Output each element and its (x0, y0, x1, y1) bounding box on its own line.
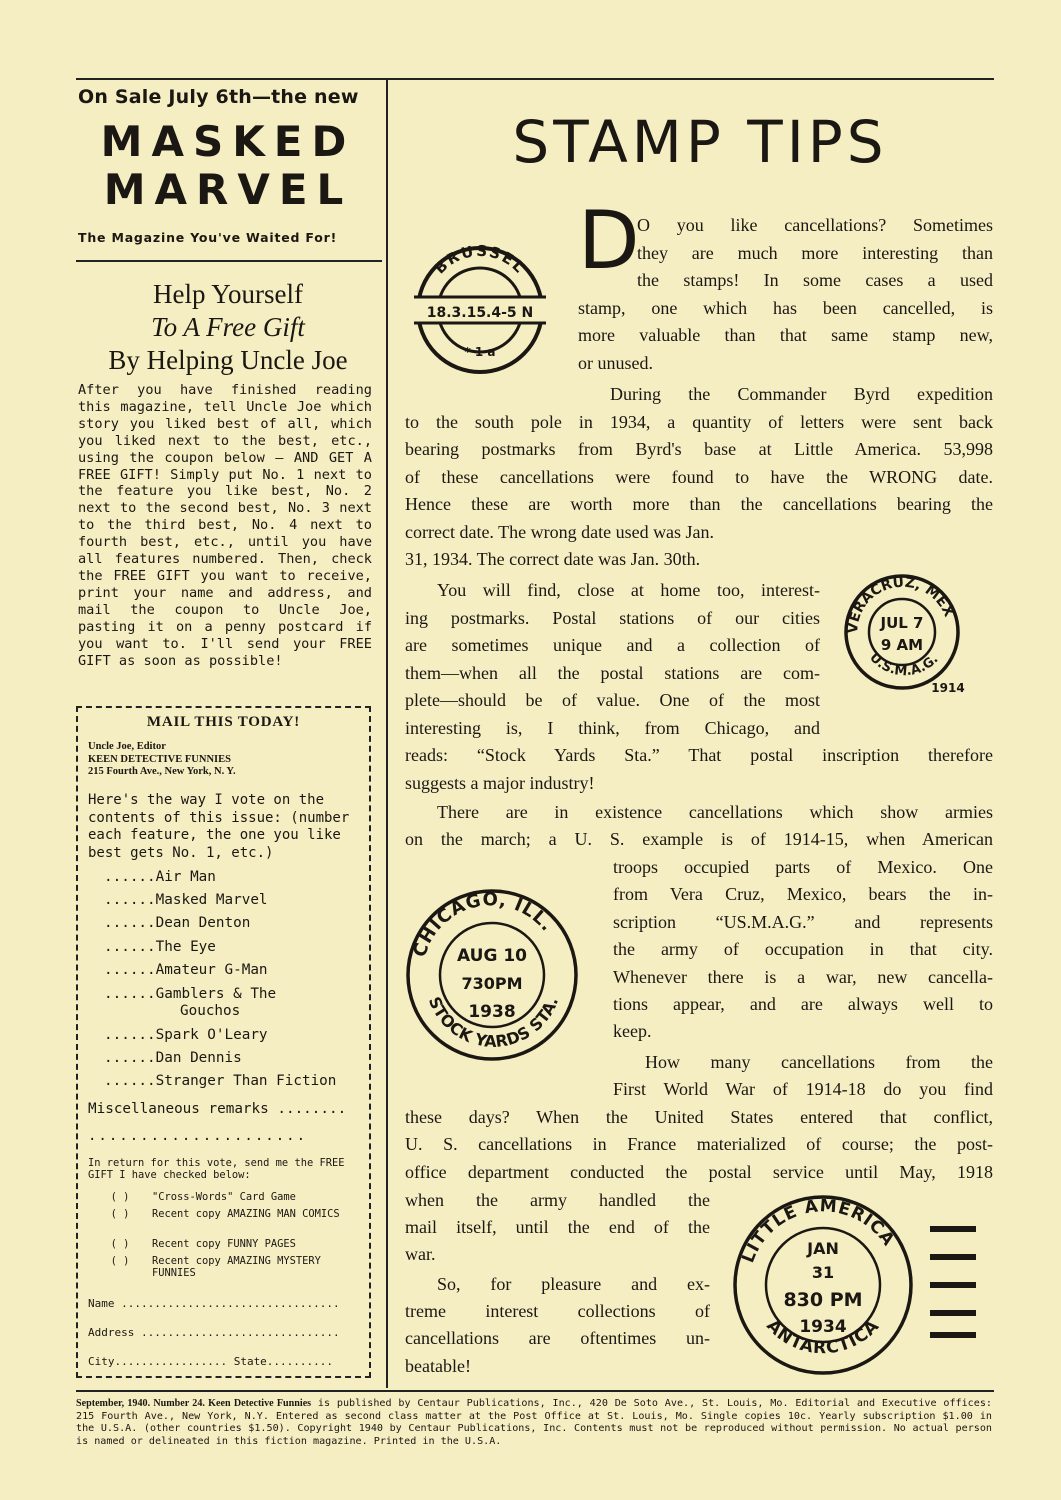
veracruz-year: 1914 (931, 681, 965, 695)
help-heading (78, 278, 378, 377)
article-line: troops occupied parts of Mexico. One (613, 857, 993, 877)
article-line: tions appear, and are always well to (613, 994, 993, 1014)
gift-label: Recent copy AMAZING MAN COMICS (152, 1208, 340, 1220)
article-line: bearing postmarks from Byrd's base at Little America. 53,998 (405, 439, 993, 459)
chicago-date: AUG 10 (457, 946, 527, 966)
chicago-ring-top: CHICAGO, ILL. (409, 889, 558, 960)
article-line: when the army handled the (405, 1190, 710, 1210)
editor-street: 215 Fourth Ave., New York, N. Y. (88, 766, 236, 777)
article-line: stamp, one which has been cancelled, is (578, 298, 993, 318)
article-line: So, for pleasure and ex- (437, 1274, 710, 1294)
article-line: or unused. (578, 353, 653, 373)
article-line: they are much more interesting than (637, 243, 993, 263)
on-sale-heading: On Sale July 6th—the new (78, 86, 359, 108)
gift-option-card-game[interactable] (88, 1192, 360, 1204)
vote-item-dean-denton[interactable]: ......Dean Denton (104, 915, 251, 931)
article-line: beatable! (405, 1356, 471, 1376)
gift-label: Recent copy AMAZING MYSTERY FUNNIES (152, 1255, 321, 1279)
vote-item-amateur-g-man[interactable]: ......Amateur G-Man (104, 962, 268, 978)
little-america-killer-bars (930, 1208, 980, 1348)
article-line: scription “US.M.A.G.” and represents (613, 912, 993, 932)
article-line: correct date. The wrong date used was Jan. (405, 522, 715, 542)
article-line: the army of occupation in that city. (613, 939, 993, 959)
publication-notice (76, 1398, 992, 1448)
article-line: of these cancellations were found to have the WRONG date. (405, 467, 993, 487)
gift-label: Recent copy FUNNY PAGES (152, 1238, 296, 1250)
editor-address (88, 741, 368, 779)
editor-name: Uncle Joe, Editor (88, 741, 166, 752)
chicago-postmark (402, 885, 582, 1065)
gift-checkbox[interactable]: ( ) (110, 1255, 130, 1267)
chicago-time: 730PM (461, 974, 523, 993)
gift-option-amazing-mystery[interactable] (88, 1256, 360, 1279)
brussel-date: 18.3.15.4-5 N (426, 305, 534, 321)
little-america-postmark (728, 1190, 918, 1380)
chicago-year: 1938 (468, 1002, 516, 1022)
article-line: During the Commander Byrd expedition (610, 384, 993, 404)
footer-rule (76, 1390, 994, 1392)
column-divider (386, 78, 388, 1388)
article-line: 31, 1934. The correct date was Jan. 30th. (405, 549, 701, 569)
article-line: O you like cancellations? Sometimes (637, 215, 993, 235)
article-line: office department conducted the postal service until May, 1918 (405, 1162, 993, 1182)
editor-magazine: KEEN DETECTIVE FUNNIES (88, 753, 231, 765)
gift-option-amazing-man[interactable] (88, 1209, 360, 1221)
article-line: reads: “Stock Yards Sta.” That postal inscription therefore (405, 745, 993, 765)
address-field[interactable]: Address .............................. (88, 1326, 340, 1339)
help-heading-line3: By Helping Uncle Joe (108, 345, 348, 375)
article-line: war. (405, 1244, 436, 1264)
help-heading-line2: To A Free Gift (151, 312, 305, 342)
masked-marvel-title (78, 118, 378, 214)
gift-checkbox[interactable]: ( ) (110, 1191, 130, 1203)
svg-text:U.S.M.A.G. (866, 650, 941, 679)
little-america-year: 1934 (799, 1317, 847, 1337)
article-line: interesting is, I think, from Chicago, and (405, 718, 820, 738)
article-line: on the march; a U. S. example is of 1914-15, when American (405, 829, 993, 849)
miscellaneous-remarks-field[interactable]: Miscellaneous remarks ........ (88, 1101, 347, 1117)
chicago-ring-bottom: STOCK YARDS STA. (424, 993, 563, 1052)
article-line: ing postmarks. Postal stations of our cities (405, 608, 820, 628)
magazine-tagline: The Magazine You've Waited For! (78, 230, 338, 245)
masked-marvel-line1: MASKED (100, 117, 356, 166)
article-line: How many cancellations from the (645, 1052, 993, 1072)
vote-item-air-man[interactable]: ......Air Man (104, 869, 216, 885)
vote-instructions: Here's the way I vote on the contents of this issue: (number each feature, the one you like best gets No. 1, etc.) (88, 792, 350, 861)
city-state-field[interactable]: City................. State.......... (88, 1355, 334, 1368)
brussel-ring-text: BRUSSEL (430, 241, 530, 278)
help-instructions: After you have finished reading this magazine, tell Uncle Joe which story you liked best of all, which you liked next to the best, etc., using the coupon below — AND GET A FREE GIFT! Simply put No. 1 next to the feature you like best, No. 2 next to the second best, No. 3 next to the third best, No. 4 next to fourth best, etc., until you have all features numbered. Then, check the FREE GIFT you want to receive, print your name and address, and mail the coupon to Uncle Joe, pasting it on a penny postcard if you want to. I'll send your FREE GIFT as soon as possible! (78, 382, 372, 669)
brussel-postmark (410, 240, 550, 380)
vote-item-gamblers[interactable]: ......Gamblers & The (104, 986, 277, 1002)
vote-item-gamblers-cont: Gouchos (180, 1003, 241, 1019)
article-line: First World War of 1914-18 do you find (613, 1079, 993, 1099)
little-america-ring-bottom: ANTARCTICA (762, 1315, 884, 1359)
article-line: You will find, close at home too, interest- (437, 580, 820, 600)
vote-item-spark-oleary[interactable]: ......Spark O'Leary (104, 1027, 268, 1043)
top-rule (76, 78, 994, 80)
little-america-ring-top: LITTLE AMERICA (738, 1196, 899, 1266)
gift-checkbox[interactable]: ( ) (110, 1208, 130, 1220)
article-line: the stamps! In some cases a used (637, 270, 993, 290)
publication-notice-body: is published by Centaur Publications, Inc., 420 De Soto Ave., St. Louis, Mo. Editorial and Executive offices: 215 Fourth Ave., New York, N.Y. Entered as second class matter at the Post Office at St. Louis, Mo. Single copies 10c. Yearly subscription $1.00 in the U.S.A. (other countries $1.50). Copyright 1940 by Centaur Publications, Inc. Contents must not be reproduced without permission. No actual person is named or delineated in this fiction magazine. Printed in the U.S.A. (76, 1398, 992, 1447)
free-gift-instructions: In return for this vote, send me the FREE GIFT I have checked below: (88, 1157, 345, 1181)
article-line: to the south pole in 1934, a quantity of letters were sent back (405, 412, 993, 432)
little-america-day: 31 (811, 1263, 835, 1282)
masked-marvel-line2: MARVEL (103, 165, 353, 214)
article-line: plete—should be of value. One of the most (405, 690, 820, 710)
vote-item-dan-dennis[interactable]: ......Dan Dennis (104, 1050, 242, 1066)
veracruz-date: JUL 7 (880, 614, 924, 632)
little-america-date: JAN (807, 1239, 839, 1258)
name-field[interactable]: Name ................................. (88, 1297, 340, 1310)
article-line: There are in existence cancellations which show armies (437, 802, 993, 822)
miscellaneous-remarks-line[interactable]: ..................... (88, 1128, 308, 1144)
article-title: STAMP TIPS (512, 108, 888, 176)
help-heading-line1: Help Yourself (152, 279, 303, 309)
veracruz-time: 9 AM (880, 636, 924, 654)
article-line: more valuable than that same stamp new, (578, 325, 993, 345)
gift-option-funny-pages[interactable] (88, 1239, 360, 1251)
article-line: cancellations are oftentimes un- (405, 1328, 710, 1348)
article-line: are sometimes unique and a collection of (405, 635, 820, 655)
publication-notice-lead: September, 1940. Number 24. Keen Detective Funnies (76, 1398, 312, 1409)
article-line: Whenever there is a war, new cancella- (613, 967, 993, 987)
article-line: Hence these are worth more than the cancellations bearing the (405, 494, 993, 514)
vote-item-the-eye[interactable]: ......The Eye (104, 939, 216, 955)
article-line: mail itself, until the end of the (405, 1217, 710, 1237)
article-line: from Vera Cruz, Mexico, bears the in- (613, 884, 993, 904)
article-line: treme interest collections of (405, 1301, 710, 1321)
vote-item-stranger-than-fiction[interactable]: ......Stranger Than Fiction (104, 1073, 337, 1089)
article-line: these days? When the United States entered that conflict, (405, 1107, 993, 1127)
veracruz-postmark (840, 570, 970, 700)
article-line: suggests a major industry! (405, 773, 595, 793)
drop-cap: D (578, 194, 640, 287)
brussel-bottom: * 1 a (464, 345, 496, 359)
article-line: U. S. cancellations in France materialized of course; the post- (405, 1134, 993, 1154)
vote-item-masked-marvel[interactable]: ......Masked Marvel (104, 892, 268, 908)
little-america-time: 830 PM (783, 1289, 863, 1311)
masked-marvel-rule (76, 260, 382, 262)
gift-checkbox[interactable]: ( ) (110, 1238, 130, 1250)
coupon-title: MAIL THIS TODAY! (146, 714, 301, 730)
veracruz-ring-top: VERACRUZ, MEX (845, 574, 957, 635)
gift-label: "Cross-Words" Card Game (152, 1191, 296, 1203)
article-line: them—when all the postal stations are com- (405, 663, 820, 683)
veracruz-ring-bottom: U.S.M.A.G. (866, 650, 942, 680)
article-line: keep. (613, 1021, 652, 1041)
